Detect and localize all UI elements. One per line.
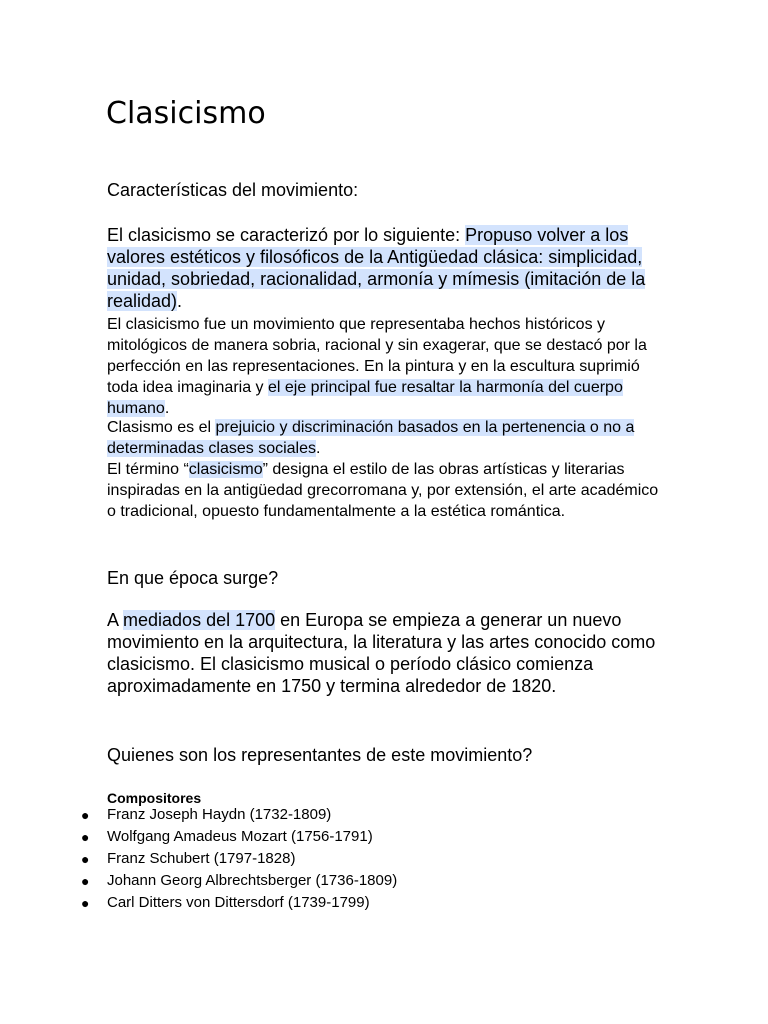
section-heading-epoca: En que época surge? — [107, 568, 279, 588]
bullet-icon: ● — [81, 895, 90, 911]
section-heading-caracteristicas: Características del movimiento: — [107, 180, 359, 200]
composer-name: Wolfgang Amadeus Mozart (1756-1791) — [107, 828, 373, 845]
p4-text-end: ” designa el estilo de las obras artísticas y literarias inspiradas en la antigüedad grecorromana y, por extensión, el arte académico o tradicional, opuesto fundamentalmente a la estética romántica. — [107, 461, 659, 520]
epoca-text-end: en Europa se empieza a generar un nuevo movimiento en la arquitectura, la literatura y las artes conocido como clasicismo. El clasicismo musical o período clásico comienza aproximadamente en 1750 y termina alrededor de 1820. — [107, 610, 656, 696]
list-item — [81, 804, 397, 826]
p3-text: Clasismo es el — [107, 419, 216, 436]
intro-end: . — [177, 291, 183, 311]
intro-highlight: Propuso volver a los valores estéticos y filosóficos de la Antigüedad clásica: simplicidad, unidad, sobriedad, racionalidad, armonía y mímesis (imitación de la realidad) — [107, 225, 646, 311]
list-item — [81, 826, 397, 848]
intro-text: El clasicismo se caracterizó por lo siguiente: — [107, 225, 466, 245]
bullet-icon: ● — [81, 851, 90, 867]
composer-name: Franz Schubert (1797-1828) — [107, 850, 296, 867]
p2-text: El clasicismo fue un movimiento que representaba hechos históricos y mitológicos de manera sobria, racional y sin exagerar, que se destacó por la perfección en las representaciones. En la pintura y en la escultura suprimió toda idea imaginaria y — [107, 316, 647, 396]
epoca-text-start: A — [107, 610, 124, 630]
bullet-icon: ● — [81, 807, 90, 823]
composer-name: Johann Georg Albrechtsberger (1736-1809) — [107, 872, 398, 889]
list-item — [81, 848, 397, 870]
list-item — [81, 892, 397, 914]
bullet-icon: ● — [81, 873, 90, 889]
p3-end: . — [316, 440, 321, 457]
section-heading-representantes: Quienes son los representantes de este movimiento? — [107, 745, 533, 765]
paragraph-termino — [107, 459, 667, 522]
p2-highlight: el eje principal fue resaltar la harmonía del cuerpo humano — [107, 379, 623, 417]
bullet-icon: ● — [81, 829, 90, 845]
paragraph-clasismo — [107, 417, 667, 459]
p4-highlight: clasicismo — [188, 461, 263, 478]
p3-highlight: prejuicio y discriminación basados en la pertenencia o no a determinadas clases sociales — [107, 419, 635, 457]
paragraph-movimiento — [107, 314, 667, 419]
document-title: Clasicismo — [106, 96, 266, 131]
paragraph-intro — [107, 224, 667, 312]
composer-name: Franz Joseph Haydn (1732-1809) — [107, 806, 332, 823]
composers-list — [81, 804, 398, 914]
p2-end: . — [164, 400, 170, 417]
list-item — [81, 870, 398, 892]
paragraph-epoca — [107, 609, 667, 697]
p4-text-start: El término “ — [107, 461, 189, 478]
epoca-highlight: mediados del 1700 — [123, 610, 276, 630]
composer-name: Carl Ditters von Dittersdorf (1739-1799) — [107, 894, 370, 911]
composers-title: Compositores — [107, 790, 202, 806]
